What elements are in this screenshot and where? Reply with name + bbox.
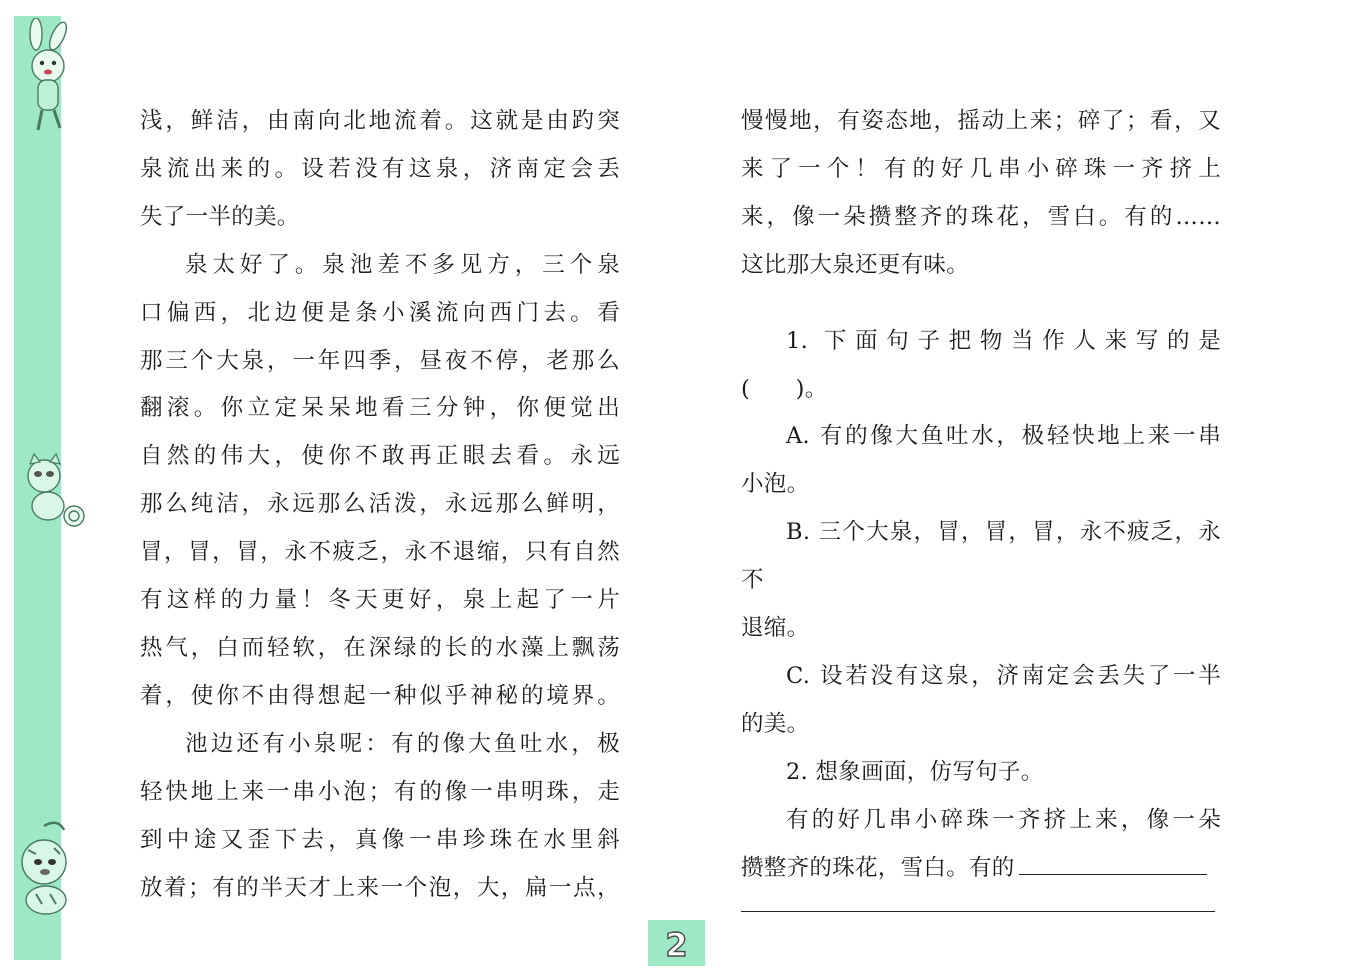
- questions-section: [741, 318, 1221, 845]
- left-text-line: 轻快地上来一串小泡；有的像一串明珠，走: [140, 778, 620, 805]
- raccoon-cartoon-icon: [14, 450, 90, 540]
- passage-continuation: [741, 98, 1221, 290]
- question-line: 的美。: [741, 710, 810, 737]
- left-text-line: 到中途又歪下去，真像一串珍珠在水里斜: [140, 826, 620, 853]
- left-text-line: 放着；有的半天才上来一个泡，大，扁一点，: [140, 874, 620, 901]
- left-page-text: [140, 98, 620, 912]
- answer-blank-1[interactable]: [1019, 852, 1207, 875]
- passage-line: 来，像一朵攒整齐的珠花，雪白。有的……: [741, 203, 1221, 230]
- question-line: 1. 下面句子把物当作人来写的是: [786, 327, 1221, 354]
- answer-blank-2[interactable]: [741, 911, 1215, 912]
- question-line: 小泡。: [741, 471, 810, 498]
- left-text-line: 口偏西，北边便是条小溪流向西门去。看: [140, 299, 620, 326]
- question-line: 2. 想象画面，仿写句子。: [786, 758, 1044, 785]
- left-text-line: 浅，鲜洁，由南向北地流着。这就是由趵突: [140, 108, 620, 134]
- right-page-text: [741, 98, 1221, 893]
- question-line: 退缩。: [741, 615, 810, 642]
- question-line: A. 有的像大鱼吐水，极轻快地上来一串: [786, 423, 1221, 450]
- left-text-line: 冒，冒，冒，永不疲乏，永不退缩，只有自然: [140, 539, 620, 566]
- page-number: 2: [665, 926, 688, 964]
- left-text-line: 热气，白而轻软，在深绿的长的水藻上飘荡: [140, 634, 620, 661]
- tiger-cartoon-icon: [14, 820, 90, 920]
- fill-in-prefix: 攒整齐的珠花，雪白。有的: [741, 854, 1015, 881]
- passage-line: 慢慢地，有姿态地，摇动上来；碎了；看，又: [741, 108, 1221, 134]
- left-text-line: 有这样的力量！冬天更好，泉上起了一片: [140, 587, 620, 614]
- question-line: C. 设若没有这泉，济南定会丢失了一半: [786, 662, 1221, 689]
- fill-in-line: [741, 845, 1221, 893]
- passage-line: 来了一个！有的好几串小碎珠一齐挤上: [741, 155, 1221, 182]
- left-text-line: 着，使你不由得想起一种似乎神秘的境界。: [140, 682, 620, 709]
- passage-line: 这比那大泉还更有味。: [741, 251, 970, 278]
- left-text-line: 泉太好了。泉池差不多见方，三个泉: [185, 251, 620, 278]
- left-text-line: 翻滚。你立定呆呆地看三分钟，你便觉出: [140, 395, 620, 422]
- left-text-line: 那三个大泉，一年四季，昼夜不停，老那么: [140, 347, 620, 374]
- question-line: B. 三个大泉，冒，冒，冒，永不疲乏，永不: [741, 519, 1221, 594]
- left-text-line: 泉流出来的。设若没有这泉，济南定会丢: [140, 155, 620, 182]
- left-text-line: 失了一半的美。: [140, 203, 300, 230]
- rabbit-cartoon-icon: [14, 18, 90, 138]
- left-text-line: 自然的伟大，使你不敢再正眼去看。永远: [140, 443, 620, 470]
- left-text-line: 池边还有小泉呢：有的像大鱼吐水，极: [185, 730, 620, 757]
- question-line: ( )。: [741, 375, 828, 402]
- left-text-line: 那么纯洁，永远那么活泼，永远那么鲜明，: [140, 491, 620, 518]
- question-line: 有的好几串小碎珠一齐挤上来，像一朵: [786, 806, 1221, 833]
